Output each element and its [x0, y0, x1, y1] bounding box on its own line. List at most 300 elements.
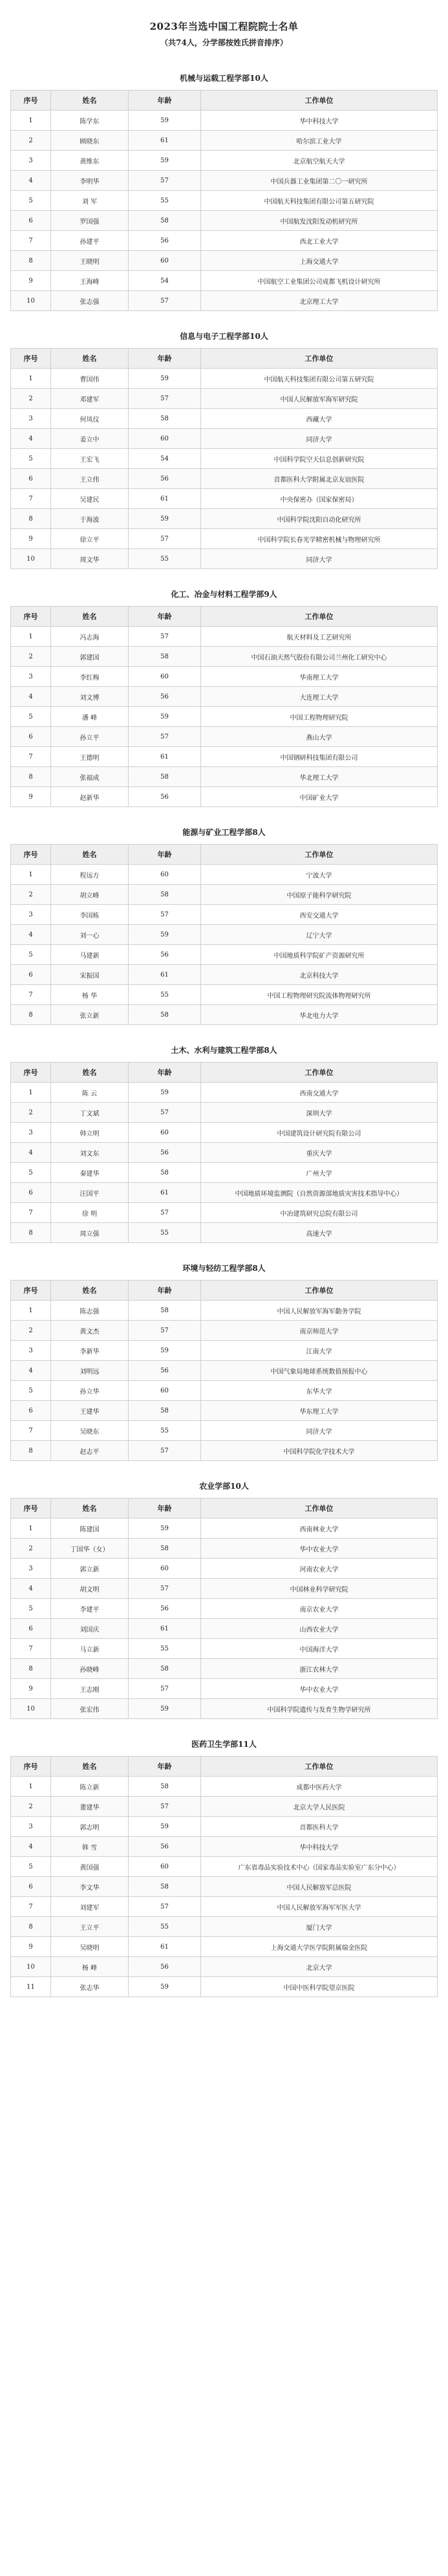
table-row: [11, 151, 438, 171]
table-row: [11, 1005, 438, 1025]
header-institution: 工作单位: [201, 91, 438, 111]
cell-institution: 西北工业大学: [201, 231, 438, 251]
cell-name: 吴晓明: [51, 1937, 129, 1957]
header-index: 序号: [11, 607, 51, 627]
table-row: [11, 111, 438, 131]
roster-section: [0, 1262, 448, 1461]
cell-index: 9: [11, 787, 51, 807]
cell-institution: 中国人民解放军海军研究院: [201, 389, 438, 409]
table-row: [11, 1679, 438, 1699]
cell-name: 徐立平: [51, 529, 129, 549]
cell-name: 黄国强: [51, 1857, 129, 1877]
cell-age: 55: [129, 985, 201, 1005]
cell-institution: 华中科技大学: [201, 1837, 438, 1857]
cell-name: 邓建军: [51, 389, 129, 409]
header-name: 姓名: [51, 1499, 129, 1519]
cell-name: 刘文东: [51, 1143, 129, 1163]
cell-institution: 首都医科大学: [201, 1817, 438, 1837]
table-row: [11, 211, 438, 231]
header-age: 年龄: [129, 1757, 201, 1777]
table-row: [11, 727, 438, 747]
table-row: [11, 1797, 438, 1817]
table-row: [11, 1777, 438, 1797]
cell-name: 周文华: [51, 549, 129, 569]
cell-institution: 中国气象局地球系统数值预报中心: [201, 1361, 438, 1381]
cell-index: 3: [11, 1123, 51, 1143]
cell-age: 57: [129, 171, 201, 191]
table-row: [11, 647, 438, 667]
cell-name: 李文华: [51, 1877, 129, 1897]
cell-age: 57: [129, 1103, 201, 1123]
cell-name: 李红梅: [51, 667, 129, 687]
section-title: 医药卫生学部11人: [191, 1740, 257, 1749]
cell-name: 李建平: [51, 1599, 129, 1619]
cell-institution: 中国航天科技集团有限公司第五研究院: [201, 191, 438, 211]
cell-name: 宋振国: [51, 965, 129, 985]
cell-institution: 中国林业科学研究院: [201, 1579, 438, 1599]
table-row: [11, 1381, 438, 1401]
cell-index: 10: [11, 1957, 51, 1977]
table-row: [11, 251, 438, 271]
cell-age: 57: [129, 627, 201, 647]
cell-age: 58: [129, 1163, 201, 1183]
cell-age: 57: [129, 1797, 201, 1817]
cell-index: 7: [11, 985, 51, 1005]
cell-institution: 北京理工大学: [201, 291, 438, 311]
cell-name: 秦建华: [51, 1163, 129, 1183]
cell-institution: 上海交通大学医学院附属瑞金医院: [201, 1937, 438, 1957]
cell-index: 11: [11, 1977, 51, 1997]
cell-age: 60: [129, 865, 201, 885]
cell-institution: 西南林业大学: [201, 1519, 438, 1539]
cell-institution: 西藏大学: [201, 409, 438, 429]
cell-institution: 辽宁大学: [201, 925, 438, 945]
cell-age: 59: [129, 369, 201, 389]
cell-index: 3: [11, 1559, 51, 1579]
cell-index: 7: [11, 1639, 51, 1659]
table-row: [11, 965, 438, 985]
cell-age: 59: [129, 1083, 201, 1103]
cell-index: 2: [11, 389, 51, 409]
cell-institution: 华东理工大学: [201, 1401, 438, 1421]
cell-age: 58: [129, 1539, 201, 1559]
table-header-row: [11, 1499, 438, 1519]
table-row: [11, 885, 438, 905]
table-row: [11, 1203, 438, 1223]
table-row: [11, 1837, 438, 1857]
cell-index: 8: [11, 1441, 51, 1461]
cell-name: 丁文斌: [51, 1103, 129, 1123]
cell-index: 4: [11, 687, 51, 707]
cell-institution: 中国科学院长春光学精密机械与物理研究所: [201, 529, 438, 549]
cell-name: 刘文博: [51, 687, 129, 707]
cell-age: 60: [129, 1381, 201, 1401]
cell-age: 59: [129, 1699, 201, 1719]
cell-name: 胡文明: [51, 1579, 129, 1599]
cell-name: 吴晓东: [51, 1421, 129, 1441]
cell-institution: 中国科学院沈阳自动化研究所: [201, 509, 438, 529]
header-name: 姓名: [51, 91, 129, 111]
table-row: [11, 1897, 438, 1917]
cell-age: 58: [129, 409, 201, 429]
cell-age: 56: [129, 945, 201, 965]
cell-institution: 北京大学人民医院: [201, 1797, 438, 1817]
table-row: [11, 131, 438, 151]
table-row: [11, 389, 438, 409]
roster-section: [0, 1738, 448, 1997]
cell-name: 王立伟: [51, 469, 129, 489]
cell-age: 57: [129, 1441, 201, 1461]
cell-name: 周立强: [51, 1223, 129, 1243]
header-index: 序号: [11, 349, 51, 369]
cell-index: 6: [11, 727, 51, 747]
cell-index: 10: [11, 291, 51, 311]
cell-index: 4: [11, 1837, 51, 1857]
cell-index: 3: [11, 1341, 51, 1361]
cell-index: 4: [11, 925, 51, 945]
table-row: [11, 409, 438, 429]
cell-name: 于海波: [51, 509, 129, 529]
table-row: [11, 925, 438, 945]
roster-table: [10, 1280, 438, 1461]
cell-name: 顾晓东: [51, 131, 129, 151]
table-row: [11, 1103, 438, 1123]
cell-institution: 中国航空工业集团公司成都飞机设计研究所: [201, 271, 438, 291]
table-row: [11, 707, 438, 727]
cell-institution: 华南理工大学: [201, 667, 438, 687]
cell-age: 57: [129, 529, 201, 549]
section-title: 信息与电子工程学部10人: [180, 332, 268, 341]
table-header-row: [11, 349, 438, 369]
roster-section: [0, 1480, 448, 1719]
cell-age: 58: [129, 1659, 201, 1679]
cell-institution: 大连理工大学: [201, 687, 438, 707]
cell-institution: 中国原子能科学研究院: [201, 885, 438, 905]
cell-index: 7: [11, 747, 51, 767]
cell-index: 5: [11, 1381, 51, 1401]
header-age: 年龄: [129, 1499, 201, 1519]
cell-institution: 中国科学院化学技术大学: [201, 1441, 438, 1461]
cell-age: 61: [129, 747, 201, 767]
table-row: [11, 1163, 438, 1183]
cell-name: 王立平: [51, 1917, 129, 1937]
cell-name: 赵志平: [51, 1441, 129, 1461]
cell-name: 陈建国: [51, 1519, 129, 1539]
section-title: 能源与矿业工程学部8人: [182, 828, 266, 837]
cell-name: 刘国庆: [51, 1619, 129, 1639]
cell-index: 7: [11, 1203, 51, 1223]
table-row: [11, 687, 438, 707]
cell-institution: 中国兵器工业集团第二〇一研究所: [201, 171, 438, 191]
cell-age: 58: [129, 1005, 201, 1025]
cell-age: 58: [129, 767, 201, 787]
header-institution: 工作单位: [201, 1499, 438, 1519]
cell-index: 8: [11, 1005, 51, 1025]
section-title: 环境与轻纺工程学部8人: [182, 1264, 266, 1273]
table-row: [11, 945, 438, 965]
cell-institution: 北京科技大学: [201, 965, 438, 985]
cell-index: 7: [11, 1421, 51, 1441]
cell-name: 刘明远: [51, 1361, 129, 1381]
cell-name: 姜立中: [51, 429, 129, 449]
cell-name: 郭立新: [51, 1559, 129, 1579]
cell-age: 60: [129, 251, 201, 271]
cell-index: 2: [11, 1103, 51, 1123]
table-row: [11, 905, 438, 925]
cell-name: 张立新: [51, 1005, 129, 1025]
cell-index: 2: [11, 885, 51, 905]
cell-age: 58: [129, 1877, 201, 1897]
cell-institution: 中国航天科技集团有限公司第五研究院: [201, 369, 438, 389]
cell-institution: 华北电力大学: [201, 1005, 438, 1025]
roster-table: [10, 348, 438, 569]
cell-index: 7: [11, 1897, 51, 1917]
cell-name: 程远方: [51, 865, 129, 885]
cell-name: 吴建民: [51, 489, 129, 509]
table-row: [11, 1401, 438, 1421]
cell-institution: 首都医科大学附属北京友谊医院: [201, 469, 438, 489]
header-name: 姓名: [51, 1757, 129, 1777]
cell-age: 56: [129, 1957, 201, 1977]
cell-institution: 华中科技大学: [201, 111, 438, 131]
cell-index: 1: [11, 1083, 51, 1103]
cell-index: 3: [11, 151, 51, 171]
cell-name: 冯志海: [51, 627, 129, 647]
cell-index: 4: [11, 429, 51, 449]
roster-table: [10, 844, 438, 1025]
cell-index: 5: [11, 707, 51, 727]
cell-age: 59: [129, 707, 201, 727]
table-row: [11, 627, 438, 647]
table-row: [11, 747, 438, 767]
cell-index: 8: [11, 1659, 51, 1679]
header-name: 姓名: [51, 349, 129, 369]
page-subtitle: （共74人，分学部按姓氏拼音排序）: [160, 38, 288, 47]
cell-name: 黄维东: [51, 151, 129, 171]
cell-age: 59: [129, 1519, 201, 1539]
cell-index: 8: [11, 251, 51, 271]
table-row: [11, 1699, 438, 1719]
table-row: [11, 369, 438, 389]
cell-name: 徐 明: [51, 1203, 129, 1223]
roster-table: [10, 90, 438, 311]
cell-age: 60: [129, 1559, 201, 1579]
header-institution: 工作单位: [201, 607, 438, 627]
cell-name: 陈立新: [51, 1777, 129, 1797]
cell-index: 9: [11, 529, 51, 549]
cell-institution: 中国石油天然气股份有限公司兰州化工研究中心: [201, 647, 438, 667]
cell-age: 58: [129, 211, 201, 231]
cell-institution: 中国人民解放军海军军医大学: [201, 1897, 438, 1917]
cell-index: 6: [11, 1619, 51, 1639]
roster-section: [0, 72, 448, 311]
header-age: 年龄: [129, 607, 201, 627]
cell-index: 4: [11, 1361, 51, 1381]
cell-name: 郭志明: [51, 1817, 129, 1837]
cell-index: 10: [11, 549, 51, 569]
cell-institution: 江南大学: [201, 1341, 438, 1361]
cell-name: 张福成: [51, 767, 129, 787]
table-row: [11, 469, 438, 489]
cell-name: 马立新: [51, 1639, 129, 1659]
cell-name: 陈学东: [51, 111, 129, 131]
cell-name: 王海峰: [51, 271, 129, 291]
cell-index: 4: [11, 1143, 51, 1163]
table-row: [11, 1857, 438, 1877]
table-row: [11, 509, 438, 529]
roster-table: [10, 1498, 438, 1719]
header-index: 序号: [11, 1499, 51, 1519]
cell-institution: 中国中医科学院望京医院: [201, 1977, 438, 1997]
cell-age: 57: [129, 1679, 201, 1699]
cell-name: 王德明: [51, 747, 129, 767]
cell-index: 9: [11, 271, 51, 291]
cell-age: 57: [129, 291, 201, 311]
cell-age: 56: [129, 687, 201, 707]
table-header-row: [11, 91, 438, 111]
cell-name: 马建新: [51, 945, 129, 965]
table-row: [11, 1977, 438, 1997]
cell-age: 58: [129, 1401, 201, 1421]
cell-age: 59: [129, 151, 201, 171]
cell-institution: 东华大学: [201, 1381, 438, 1401]
cell-name: 胡立峰: [51, 885, 129, 905]
cell-age: 55: [129, 1639, 201, 1659]
table-row: [11, 291, 438, 311]
cell-institution: 中国地质科学院矿产资源研究所: [201, 945, 438, 965]
cell-age: 61: [129, 131, 201, 151]
header-age: 年龄: [129, 845, 201, 865]
cell-name: 刘 军: [51, 191, 129, 211]
cell-institution: 华中农业大学: [201, 1679, 438, 1699]
cell-index: 1: [11, 1777, 51, 1797]
cell-institution: 华北理工大学: [201, 767, 438, 787]
cell-name: 罗国强: [51, 211, 129, 231]
cell-age: 59: [129, 111, 201, 131]
table-row: [11, 1957, 438, 1977]
section-title: 化工、冶金与材料工程学部9人: [171, 590, 277, 599]
cell-institution: 中国航发沈阳发动机研究所: [201, 211, 438, 231]
table-row: [11, 1321, 438, 1341]
roster-section: [0, 330, 448, 569]
cell-name: 王志刚: [51, 1679, 129, 1699]
table-header-row: [11, 1063, 438, 1083]
cell-age: 60: [129, 429, 201, 449]
cell-index: 1: [11, 1301, 51, 1321]
table-row: [11, 1341, 438, 1361]
cell-name: 韩 雪: [51, 1837, 129, 1857]
cell-age: 56: [129, 231, 201, 251]
cell-age: 55: [129, 191, 201, 211]
cell-age: 57: [129, 1897, 201, 1917]
table-row: [11, 1579, 438, 1599]
table-row: [11, 1519, 438, 1539]
cell-age: 59: [129, 1977, 201, 1997]
cell-name: 王建华: [51, 1401, 129, 1421]
table-row: [11, 1619, 438, 1639]
cell-name: 孙立华: [51, 1381, 129, 1401]
cell-name: 何凤仪: [51, 409, 129, 429]
cell-index: 6: [11, 1401, 51, 1421]
cell-institution: 上海交通大学: [201, 251, 438, 271]
cell-name: 孙建平: [51, 231, 129, 251]
table-row: [11, 1361, 438, 1381]
cell-index: 5: [11, 945, 51, 965]
cell-name: 曹国伟: [51, 369, 129, 389]
header-index: 序号: [11, 1063, 51, 1083]
table-row: [11, 231, 438, 251]
cell-name: 张宏伟: [51, 1699, 129, 1719]
header-name: 姓名: [51, 1063, 129, 1083]
cell-institution: 同济大学: [201, 1421, 438, 1441]
cell-name: 董建华: [51, 1797, 129, 1817]
table-row: [11, 1301, 438, 1321]
header-age: 年龄: [129, 1281, 201, 1301]
header-institution: 工作单位: [201, 845, 438, 865]
cell-institution: 山西农业大学: [201, 1619, 438, 1639]
cell-age: 58: [129, 885, 201, 905]
cell-index: 6: [11, 965, 51, 985]
cell-index: 3: [11, 667, 51, 687]
header-institution: 工作单位: [201, 1281, 438, 1301]
table-row: [11, 1877, 438, 1897]
cell-institution: 北京大学: [201, 1957, 438, 1977]
cell-institution: 北京航空航天大学: [201, 151, 438, 171]
cell-institution: 西南交通大学: [201, 1083, 438, 1103]
cell-age: 57: [129, 389, 201, 409]
cell-index: 5: [11, 191, 51, 211]
cell-institution: 中国矿业大学: [201, 787, 438, 807]
cell-institution: 浙江农林大学: [201, 1659, 438, 1679]
cell-index: 6: [11, 211, 51, 231]
cell-name: 杨 峰: [51, 1957, 129, 1977]
cell-index: 5: [11, 1163, 51, 1183]
cell-age: 58: [129, 1301, 201, 1321]
cell-institution: 中国科学院遗传与发育生物学研究所: [201, 1699, 438, 1719]
cell-age: 61: [129, 489, 201, 509]
cell-index: 4: [11, 1579, 51, 1599]
header-index: 序号: [11, 1757, 51, 1777]
table-row: [11, 171, 438, 191]
section-title: 机械与运载工程学部10人: [180, 74, 268, 83]
cell-name: 丁国华（女）: [51, 1539, 129, 1559]
cell-index: 6: [11, 1877, 51, 1897]
cell-institution: 同济大学: [201, 549, 438, 569]
cell-name: 王晓明: [51, 251, 129, 271]
cell-index: 2: [11, 131, 51, 151]
cell-name: 汪国平: [51, 1183, 129, 1203]
cell-name: 韩立明: [51, 1123, 129, 1143]
table-row: [11, 1937, 438, 1957]
cell-name: 刘一心: [51, 925, 129, 945]
table-row: [11, 1441, 438, 1461]
cell-age: 55: [129, 1223, 201, 1243]
table-row: [11, 1421, 438, 1441]
sections-container: [0, 72, 448, 1997]
cell-index: 7: [11, 489, 51, 509]
header-name: 姓名: [51, 607, 129, 627]
cell-age: 56: [129, 1599, 201, 1619]
table-row: [11, 1223, 438, 1243]
table-header-row: [11, 1281, 438, 1301]
cell-age: 61: [129, 1183, 201, 1203]
cell-age: 58: [129, 1777, 201, 1797]
table-row: [11, 1559, 438, 1579]
roster-table: [10, 1756, 438, 1997]
cell-index: 8: [11, 767, 51, 787]
cell-index: 8: [11, 509, 51, 529]
header-index: 序号: [11, 1281, 51, 1301]
